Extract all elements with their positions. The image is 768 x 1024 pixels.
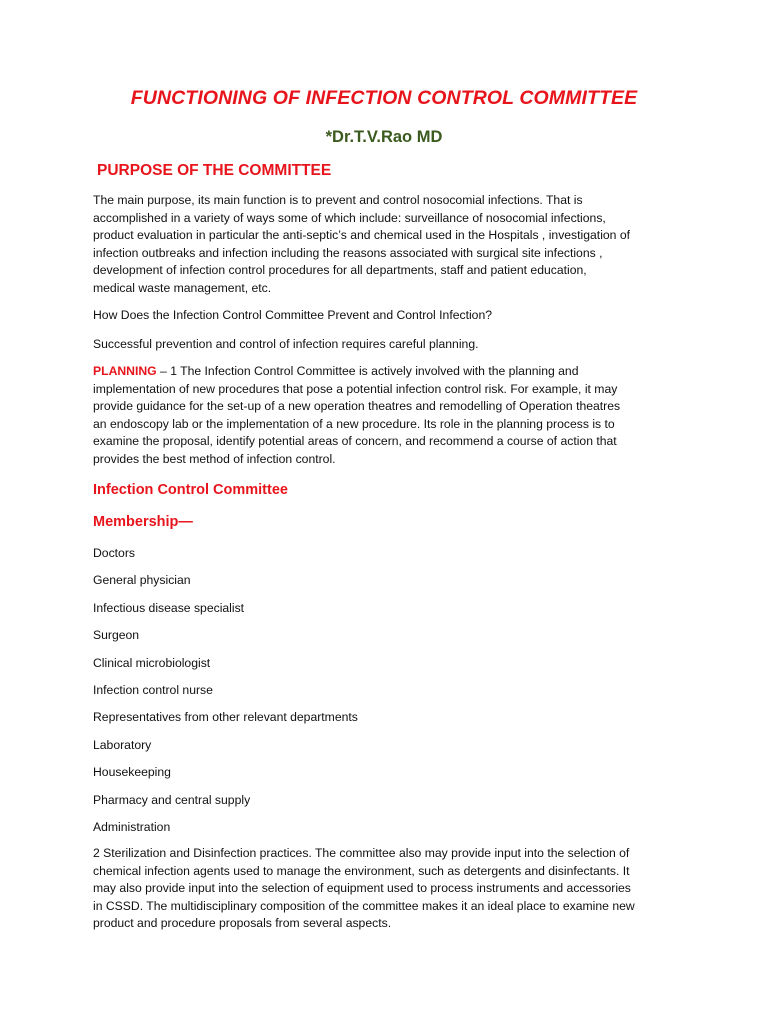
planning-label: PLANNING xyxy=(93,364,157,378)
document-title: FUNCTIONING OF INFECTION CONTROL COMMITTEE xyxy=(130,87,638,109)
purpose-paragraph xyxy=(93,192,693,298)
text-line: development of infection control procedures for all departments, staff and patient education, xyxy=(93,263,587,278)
text-line: provides the best method of infection control. xyxy=(93,451,336,466)
list-item: Surgeon xyxy=(93,628,140,643)
list-item: Administration xyxy=(93,819,171,834)
text-line: an endoscopy lab or the implementation of a new procedure. Its role in the planning process is to xyxy=(93,416,615,431)
list-item: Clinical microbiologist xyxy=(93,655,211,670)
text-line: medical waste management, etc. xyxy=(93,280,272,295)
text-line: chemical infection agents used to manage the environment, such as detergents and disinfectants. It xyxy=(93,863,630,878)
text-line: accomplished in a variety of ways some of which include: surveillance of nosocomial infections, xyxy=(93,210,606,225)
membership-heading: Membership— xyxy=(93,514,193,530)
list-item: Pharmacy and central supply xyxy=(93,792,251,807)
author-line: *Dr.T.V.Rao MD xyxy=(325,128,443,146)
list-item: Doctors xyxy=(93,546,135,560)
text-line: may also provide input into the selection of equipment used to process instruments and accessories xyxy=(93,881,631,896)
list-item: Infectious disease specialist xyxy=(93,600,245,615)
text-line: in CSSD. The multidisciplinary composition of the committee makes it an ideal place to examine new xyxy=(93,898,635,913)
list-item: General physician xyxy=(93,573,191,588)
text-line: product and procedure proposals from several aspects. xyxy=(93,916,392,931)
list-item: Housekeeping xyxy=(93,765,171,780)
list-item: Laboratory xyxy=(93,737,152,752)
planning-first-line: – 1 The Infection Control Committee is actively involved with the planning and xyxy=(156,364,579,378)
text-line: 2 Sterilization and Disinfection practices. The committee also may provide input into the selection of xyxy=(93,846,630,860)
planning-intro-paragraph: Successful prevention and control of infection requires careful planning. xyxy=(93,337,479,351)
purpose-heading: PURPOSE OF THE COMMITTEE xyxy=(97,162,332,179)
membership-list xyxy=(93,545,358,846)
text-line: provide guidance for the set-up of a new operation theatres and remodelling of Operation theatres xyxy=(93,399,621,414)
text-line: examine the proposal, identify potential areas of concern, and recommend a course of action that xyxy=(93,434,617,449)
list-item: Infection control nurse xyxy=(93,682,213,697)
text-line: The main purpose, its main function is to prevent and control nosocomial infections. That is xyxy=(93,193,583,207)
text-line: product evaluation in particular the anti-septic’s and chemical used in the Hospitals , investigation of xyxy=(93,228,631,243)
text-line: infection outbreaks and infection including the reasons associated with surgical site infections , xyxy=(93,245,603,260)
text-line: implementation of new procedures that pose a potential infection control risk. For example, it may xyxy=(93,381,618,396)
icc-heading: Infection Control Committee xyxy=(93,482,288,498)
sterilization-paragraph xyxy=(93,845,693,933)
list-item: Representatives from other relevant departments xyxy=(93,710,358,725)
question-paragraph: How Does the Infection Control Committee Prevent and Control Infection? xyxy=(93,308,493,322)
planning-paragraph xyxy=(93,363,693,469)
text-line xyxy=(93,363,693,381)
